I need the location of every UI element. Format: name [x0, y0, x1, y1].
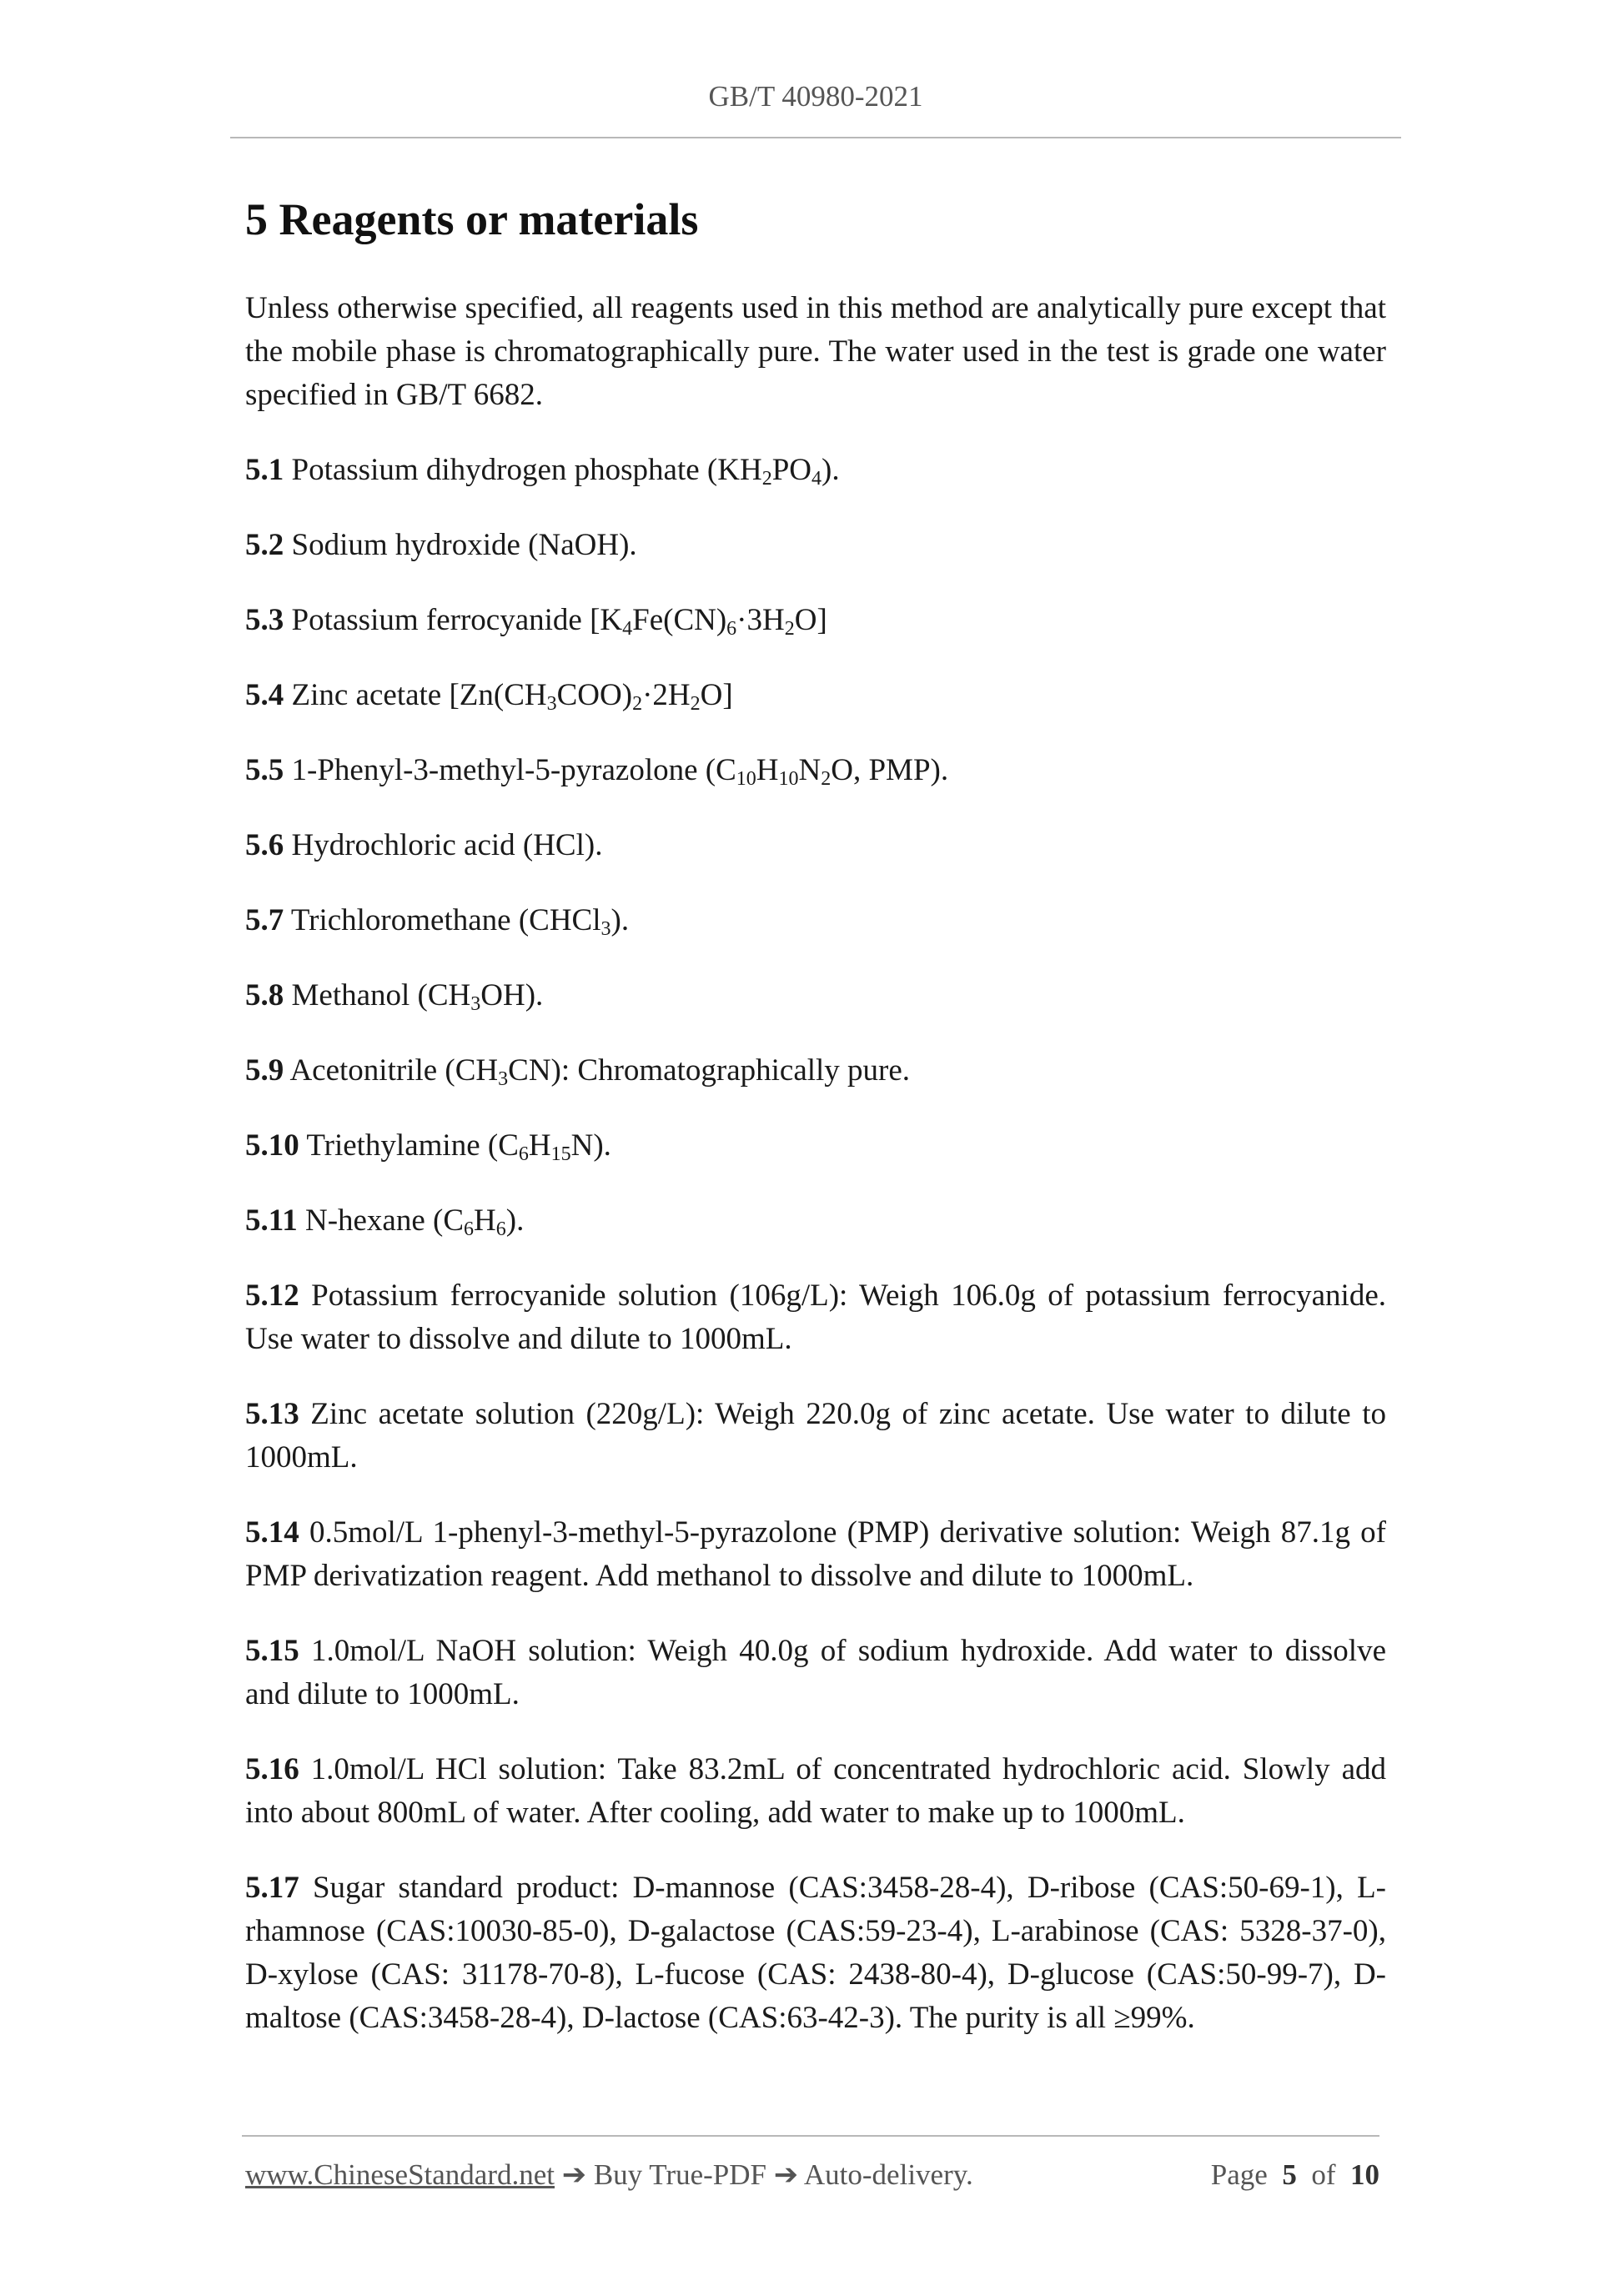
item-number: 5.8	[245, 978, 284, 1012]
item-text: O]	[700, 678, 733, 712]
footer-divider	[242, 2135, 1379, 2137]
item-text: Potassium ferrocyanide [K	[284, 603, 623, 637]
item-text: Sugar standard product: D-mannose (CAS:3458-28-4), D-ribose (CAS:50-69-1), L-rhamnose (CAS:10030-85-0), D-galactose (CAS:59-23-4), L-arabinose (CAS: 5328-37-0), D-xylose (CAS: 31178-70-8), L-fucose (CAS: 2438-80-4), D-glucose (CAS:50-99-7), D-maltose (CAS:3458-28-4), D-lactose (CAS:63-42-3). The purity is all ≥99%.	[245, 1871, 1386, 2035]
item-text: Zinc acetate [Zn(CH	[284, 678, 547, 712]
reagent-item	[245, 1511, 1386, 1598]
arrow-icon: ➔	[555, 2158, 594, 2191]
subscript: 3	[498, 1068, 509, 1090]
item-number: 5.3	[245, 603, 284, 637]
item-number: 5.17	[245, 1871, 299, 1905]
subscript: 2	[821, 768, 832, 790]
item-text: O]	[794, 603, 827, 637]
subscript: 2	[632, 693, 643, 715]
item-text: PO	[771, 453, 812, 487]
item-text: ·2H	[642, 678, 691, 712]
item-text: Trichloromethane (CHCl	[284, 903, 601, 937]
item-text: Zinc acetate solution (220g/L): Weigh 220.0g of zinc acetate. Use water to dilute to 1000mL.	[245, 1397, 1386, 1475]
item-text: ·3H	[736, 603, 785, 637]
item-number: 5.4	[245, 678, 284, 712]
item-text: H	[756, 753, 779, 787]
page-label: Page	[1210, 2158, 1268, 2191]
item-text: COO)	[556, 678, 633, 712]
subscript: 2	[784, 618, 795, 640]
item-text: CN): Chromatographically pure.	[508, 1053, 911, 1088]
item-number: 5.16	[245, 1752, 299, 1786]
item-text: Potassium dihydrogen phosphate (KH	[284, 453, 762, 487]
reagent-item	[245, 749, 1386, 792]
reagent-item	[245, 974, 1386, 1017]
item-number: 5.9	[245, 1053, 284, 1088]
item-number: 5.6	[245, 828, 284, 862]
section-intro: Unless otherwise specified, all reagents used in this method are analytically pure except that the mobile phase is chromatographically pure. The water used in the test is grade one water specified in GB/T 6682.	[245, 291, 1386, 412]
item-text: 1-Phenyl-3-methyl-5-pyrazolone (C	[284, 753, 736, 787]
page-current: 5	[1282, 2158, 1297, 2191]
reagent-item	[245, 1393, 1386, 1480]
subscript: 4	[622, 618, 633, 640]
section-title: 5 Reagents or materials	[245, 194, 699, 244]
item-number: 5.2	[245, 528, 284, 562]
website-link[interactable]: www.ChineseStandard.net	[245, 2158, 555, 2191]
item-text: ).	[611, 903, 630, 937]
item-text: Fe(CN)	[632, 603, 727, 637]
item-number: 5.7	[245, 903, 284, 937]
page-total: 10	[1350, 2158, 1379, 2191]
subscript: 6	[464, 1218, 475, 1240]
auto-delivery-text: Auto-delivery.	[803, 2158, 973, 2191]
reagent-item	[245, 1199, 1386, 1243]
item-text: Methanol (CH	[284, 978, 471, 1012]
reagent-list	[245, 449, 1386, 2040]
reagent-item	[245, 1049, 1386, 1093]
reagent-item	[245, 1748, 1386, 1835]
subscript: 3	[600, 918, 611, 940]
subscript: 2	[761, 468, 772, 490]
reagent-item	[245, 1630, 1386, 1716]
subscript: 10	[778, 768, 799, 790]
subscript: 6	[518, 1143, 529, 1165]
subscript: 3	[546, 693, 557, 715]
subscript: 2	[690, 693, 701, 715]
item-text: N	[798, 753, 822, 787]
item-text: O, PMP).	[831, 753, 949, 787]
item-number: 5.12	[245, 1279, 299, 1313]
item-text: N).	[570, 1128, 611, 1163]
item-number: 5.11	[245, 1203, 298, 1238]
subscript: 15	[550, 1143, 571, 1165]
item-text: OH).	[480, 978, 544, 1012]
page-of: of	[1311, 2158, 1336, 2191]
header-divider	[230, 137, 1401, 138]
item-text: 1.0mol/L NaOH solution: Weigh 40.0g of sodium hydroxide. Add water to dissolve and dilute to 1000mL.	[245, 1634, 1386, 1711]
reagent-item	[245, 599, 1386, 642]
item-text: Potassium ferrocyanide solution (106g/L): Weigh 106.0g of potassium ferrocyanide. Use water to dissolve and dilute to 1000mL.	[245, 1279, 1386, 1356]
item-text: H	[528, 1128, 551, 1163]
reagent-item	[245, 1274, 1386, 1361]
subscript: 3	[470, 993, 481, 1015]
item-number: 5.5	[245, 753, 284, 787]
item-number: 5.1	[245, 453, 284, 487]
buy-true-pdf-link[interactable]: Buy True-PDF	[593, 2158, 766, 2191]
item-text: 0.5mol/L 1-phenyl-3-methyl-5-pyrazolone (PMP) derivative solution: Weigh 87.1g of PMP derivatization reagent. Add methanol to dissolve and dilute to 1000mL.	[245, 1515, 1386, 1593]
reagent-item	[245, 674, 1386, 717]
reagent-item	[245, 449, 1386, 492]
item-text: Triethylamine (C	[299, 1128, 519, 1163]
reagent-item	[245, 524, 1386, 567]
arrow-icon: ➔	[766, 2158, 804, 2191]
subscript: 6	[726, 618, 737, 640]
footer-links	[245, 2155, 973, 2195]
item-number: 5.13	[245, 1397, 299, 1431]
item-text: Sodium hydroxide (NaOH).	[284, 528, 637, 562]
item-text: H	[474, 1203, 496, 1238]
item-text: Hydrochloric acid (HCl).	[284, 828, 603, 862]
page-content	[245, 190, 1386, 2072]
item-number: 5.15	[245, 1634, 299, 1668]
reagent-item	[245, 1866, 1386, 2040]
item-text: Acetonitrile (CH	[284, 1053, 499, 1088]
item-number: 5.10	[245, 1128, 299, 1163]
item-text: ).	[505, 1203, 525, 1238]
reagent-item	[245, 899, 1386, 942]
running-header: GB/T 40980-2021	[708, 80, 923, 113]
page-number	[1211, 2155, 1379, 2195]
reagent-item	[245, 1124, 1386, 1168]
item-text: 1.0mol/L HCl solution: Take 83.2mL of concentrated hydrochloric acid. Slowly add into about 800mL of water. After cooling, add water to make up to 1000mL.	[245, 1752, 1386, 1830]
item-text: N-hexane (C	[297, 1203, 465, 1238]
subscript: 10	[736, 768, 756, 790]
subscript: 6	[495, 1218, 506, 1240]
reagent-item	[245, 824, 1386, 867]
item-number: 5.14	[245, 1515, 299, 1550]
item-text: ).	[822, 453, 840, 487]
subscript: 4	[812, 468, 822, 490]
